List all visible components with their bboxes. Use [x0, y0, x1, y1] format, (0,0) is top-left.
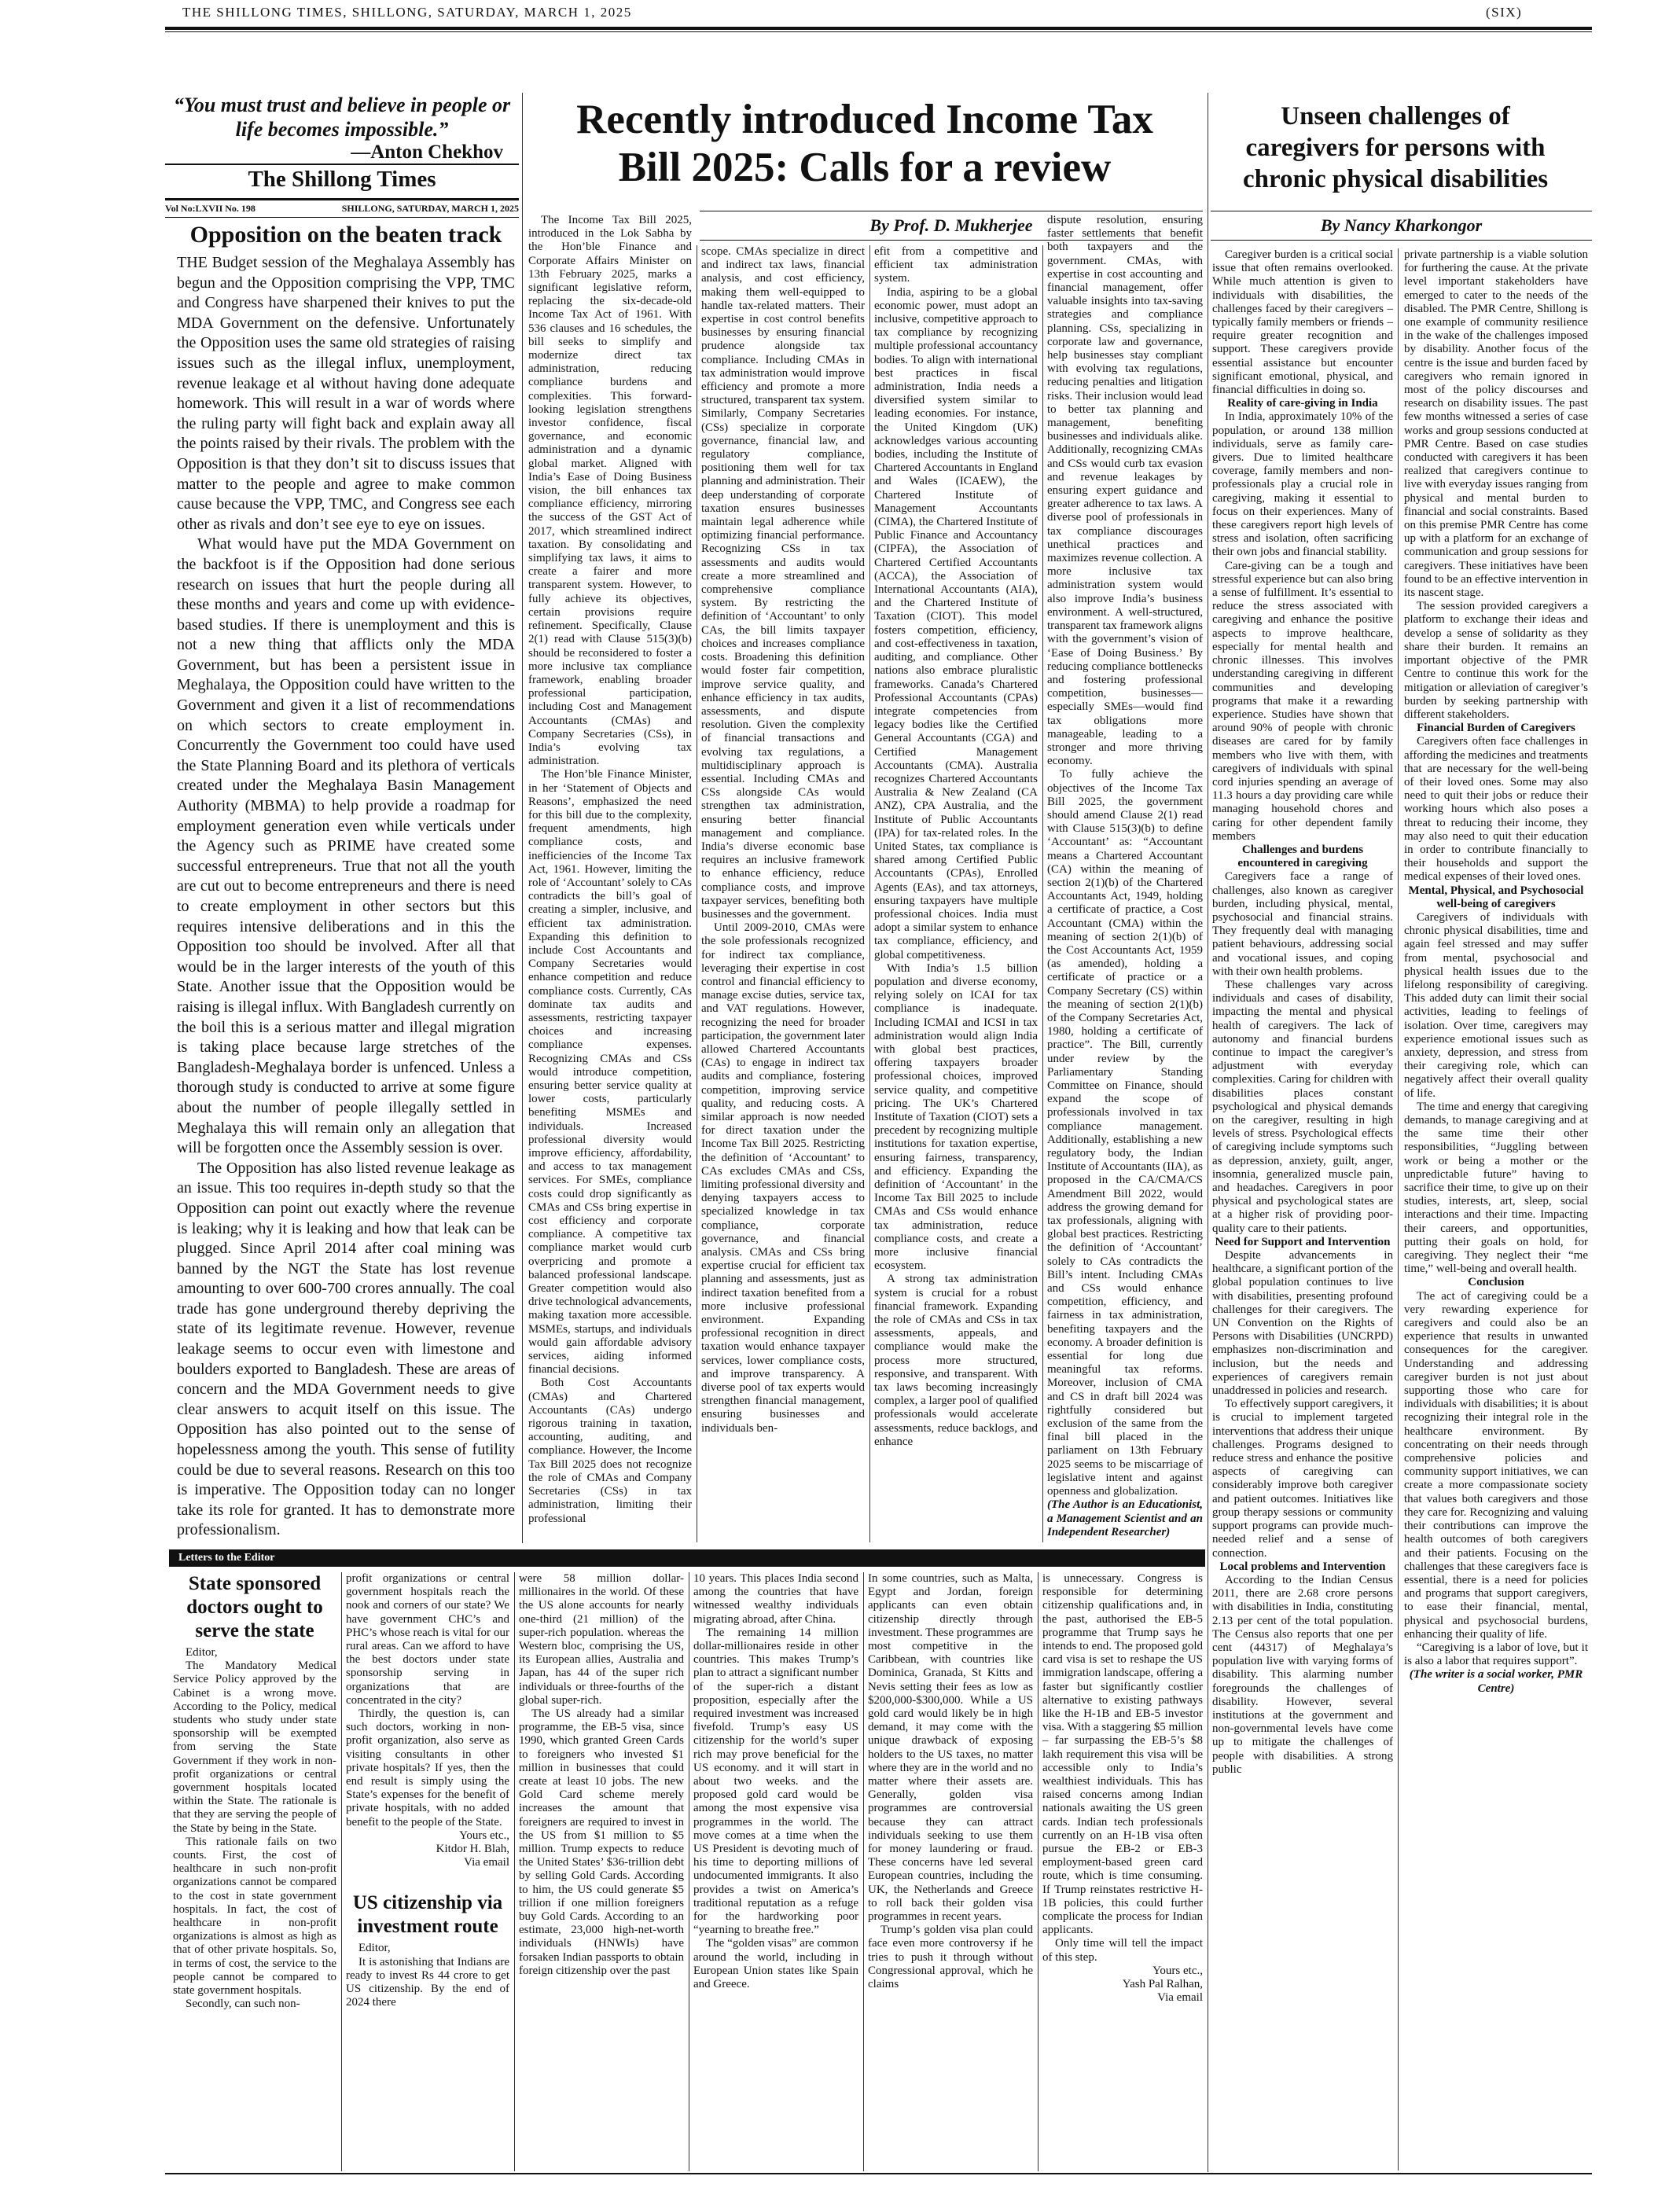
column-divider	[522, 93, 523, 1543]
letters-column-5	[868, 1572, 1033, 2171]
header-rule-thin	[165, 31, 1592, 32]
letter-paragraph: Trump’s golden visa plan could face even more controversy if he tries to push it through without Congressional approval, which he claims	[868, 1924, 1033, 1991]
letter-paragraph: The remaining 14 million dollar-millionaires reside in other countries. This makes Trump’s plan to attract a significant number of the super-rich a distant proposition, especially after the required investment was increased fivefold. Trump’s easy US citizenship for the world’s super rich may prove beneficial for the US economy. and it will start in about two weeks. and the proposed gold card would be among the most expensive visa programmes in the world. The move comes at a time when the US President is devoting much of his time to deporting millions of undocumented immigrants. It also provides a twist on America’s traditional reputation as a refuge for the hardworking poor “yearning to breathe free.”	[693, 1626, 858, 1937]
letter-paragraph: Only time will tell the impact of this step.	[1042, 1937, 1203, 1964]
quote-author: —Anton Chekhov	[351, 142, 503, 163]
masthead-volume-line	[165, 203, 519, 215]
letter1-source: Via email	[464, 1856, 509, 1869]
masthead-rule-bottom	[165, 217, 519, 218]
letter2-title: US citizenship via investment route	[352, 1892, 503, 1938]
article2-subhead: Need for Support and Intervention	[1215, 1235, 1391, 1248]
letter-paragraph: In some countries, such as Malta, Egypt and Jordan, foreign applicants can even obtain citizenship directly through investment. These programmes are most competitive in the Caribbean, with countries like Dominica, Granada, St Kitts and Nevis setting their fees as low as $200,000-$300,000. While a US gold card would likely be in high demand, it may come with the unique drawback of exposing holders to the US taxes, no matter where they are in the world and no matter where their assets are. Generally, golden visa programmes are controversial because they can attract individuals seeking to use them for money laundering or fraud. These concerns have led several European countries, including the UK, the Netherlands and Greece to roll back their golden visa programmes in recent years.	[868, 1572, 1033, 1924]
editorial-body	[177, 253, 515, 1541]
quote-box	[165, 93, 519, 164]
column-divider	[1398, 248, 1399, 2170]
letter2-source: Via email	[1157, 1991, 1203, 2005]
letters-column-2	[346, 1572, 509, 2171]
article2-column-1	[1212, 248, 1393, 2170]
letters-column-1	[173, 1572, 336, 2171]
article2-paragraph: Caregivers often face challenges in affording the medicines and treatments that are necessary for the well-being of their loved ones. Some may also need to quit their jobs or reduce their working hours which also poses a threat to reducing their income, they may also need to quit their education in order to contribute financially to their households and support the medical expenses of their loved ones.	[1404, 735, 1588, 884]
page-bottom-rule	[165, 2173, 1592, 2174]
article1-paragraph: dispute resolution, ensuring faster settlements that benefit both taxpayers and the government. CMAs, with expertise in cost accounting and financial management, offer valuable insights into tax-saving strategies and compliance planning. CSs, specializing in corporate law and governance, help businesses stay compliant with evolving tax regulations, reducing penalties and litigation risks. Their inclusion would lead to better tax planning and management, benefiting businesses and individuals alike. Additionally, recognizing CMAs and CSs would curb tax evasion and revenue leakages by ensuring expert guidance and greater adherence to tax laws. A diverse pool of professionals in tax compliance discourages unethical practices and maximizes revenue collection. A more inclusive tax administration system would also improve India’s business environment. A well-structured, transparent tax framework aligns with the government’s vision of ‘Ease of Doing Business.’ By reducing compliance bottlenecks and fostering professional competition, businesses—especially SMEs—would find tax obligations more manageable, leading to a stronger and more thriving economy.	[1047, 214, 1203, 768]
article1-paragraph: efit from a competitive and efficient tax administration system.	[874, 245, 1038, 285]
article2-headline-line: chronic physical disabilities	[1242, 165, 1549, 193]
article1-paragraph: The Income Tax Bill 2025, introduced in the Lok Sabha by the Hon’ble Finance and Corporate Affairs Minister on 13th February 2025, marks a significant legislative reform, replacing the six-decade-old Income Tax Act of 1961. With 536 clauses and 16 schedules, the bill seeks to simplify and modernize direct tax administration, reducing compliance burdens and complexities. This forward-looking legislation strengthens investor confidence, fiscal governance, and economic administration and a dynamic global market. Aligned with India’s Ease of Doing Business vision, the bill enhances tax compliance efficiency, mirroring the success of the GST Act of 2017, which streamlined indirect taxation. By consolidating and simplifying tax laws, it aims to create a fairer and more transparent system. However, to fully achieve its objectives, certain provisions require refinement. Specifically, Clause 2(1) read with Clause 515(3)(b) should be reconsidered to foster a more inclusive tax compliance framework, enabling broader professional participation, including Cost and Management Accountants (CMAs) and Company Secretaries (CSs), in India’s evolving tax administration.	[528, 214, 692, 768]
article2-paragraph: The time and energy that caregiving demands, to manage caregiving and at the same time their other responsibilities, “Juggling between work or being a mother or the unpredictable future” having to sacrifice their time, to give up on their studies, interests, art, sleep, social interactions and their time. Impacting their careers, and opportunities, putting their goals on hold, for caregiving. They neglect their “me time,” well-being and overall health.	[1404, 1100, 1588, 1276]
article2-paragraph: Despite advancements in healthcare, a significant portion of the global population continues to live with disabilities, presenting profound challenges for their caregivers. The UN Convention on the Rights of Persons with Disabilities (UNCRPD) emphasizes non-discrimination and inclusion, but the needs and experiences of caregivers remain unaddressed in policies and research.	[1212, 1249, 1393, 1398]
article1-paragraph: To fully achieve the objectives of the Income Tax Bill 2025, the government should amend Clause 2(1) read with Clause 515(3)(b) to define ‘Accountant’ as: “Accountant means a Chartered Accountant (CA) within the meaning of section 2(1)(b) of the Chartered Accountants Act, 1949, holding a certificate of practice, a Cost Accountant (CMA) within the meaning of section 2(1)(b) of the Cost Accountants Act, 1959 (as amended), holding a certificate of practice or a Company Secretary (CS) within the meaning of section 2(1)(b) of the Company Secretaries Act, 1980, holding a certificate of practice”. The Bill, currently under review by the Parliamentary Standing Committee on Finance, should expand the scope of professionals involved in tax compliance management. Additionally, establishing a new regulatory body, the Indian Institute of Accountants (IIA), as proposed in the CA/CMA/CS Amendment Bill 2022, would address the growing demand for tax professionals, aligning with global best practices. Restricting the definition of ‘Accountant’ solely to CAs contradicts the Bill’s intent. Including CMAs and CSs would enhance competition, efficiency, and fairness in tax administration, benefiting taxpayers and the economy. A broader definition is essential for long due meaningful tax reforms. Moreover, inclusion of CMA and CS in draft bill 2024 was rightfully considered but exclusion of the same from the final bill placed in the parliament on 13th February 2025 seems to be miscarriage of legislative intent and against openness and globalization.	[1047, 768, 1203, 1498]
editorial-paragraph: The Opposition has also listed revenue leakage as an issue. This too requires in-depth study so that the Opposition can point out exactly where the revenue is leaking; why it is leaking and how that leak can be plugged. Since April 2014 after coal mining was banned by the NGT the State has lost revenue amounting to over 600-700 crores annually. The coal trade has gone underground thereby depriving the state of its legitimate revenue. However, revenue leakage seems to occur even with limestone and boulders exported to Bangladesh. These are areas of concern and the MDA Government needs to give clear answers to acquit itself on this issue. The Opposition has also pointed out to the sense of hopelessness among the youth. This sense of futility could be due to several reasons. Research on this too is imperative. The Opposition today can no longer take its role for granted. It has to demonstrate more professionalism.	[177, 1159, 515, 1539]
article1-paragraph: Until 2009-2010, CMAs were the sole professionals recognized for indirect tax compliance, leveraging their expertise in cost control and financial efficiency to manage excise duties, service tax, and VAT regulations. However, recognizing the need for broader participation, the government later allowed Chartered Accountants (CAs) to engage in indirect tax audits and compliance, fostering competition, improving service quality, and reducing costs. A similar approach is now needed for direct taxation under the Income Tax Bill 2025. Restricting the definition of ‘Accountant’ to CAs excludes CMAs and CSs, limiting professional diversity and denying taxpayers access to specialized knowledge in tax compliance, corporate governance, and financial analysis. CMAs and CSs bring expertise crucial for efficient tax planning and assessments, just as indirect taxation benefited from a more inclusive professional environment. Expanding professional recognition in direct taxation would enhance taxpayer services, lower compliance costs, and improve transparency. A diverse pool of tax experts would strengthen financial management, ensuring businesses and individuals ben-	[701, 921, 865, 1435]
letter-paragraph: Thirdly, the question is, can such doctors, working in non-profit organization, also serve as visiting consultants in other private hospitals? If yes, then the end result is simply using the State’s expenses for the benefit of private hospitals, with no added benefit to the people of the State.	[346, 1707, 509, 1829]
article1-column-3	[874, 245, 1038, 1542]
masthead-name: The Shillong Times	[248, 167, 436, 192]
column-divider	[1042, 245, 1043, 1542]
article1-byline: By Prof. D. Mukherjee	[869, 215, 1033, 235]
article2-subhead: Mental, Physical, and Psychosocial well-being of caregivers	[1408, 884, 1584, 910]
article1-column-4	[1047, 214, 1203, 1542]
article2-headline	[1211, 101, 1580, 195]
letter-paragraph: 10 years. This places India second among the countries that have witnessed wealthy individuals migrating abroad, after China.	[693, 1572, 858, 1626]
letter-paragraph: profit organizations or central government hospitals reach the nook and corners of our state? We have government CHC’s and PHC’s whose reach is vital for our rural areas. Can we afford to have the best doctors under state sponsorship serving in organizations that are concentrated in the city?	[346, 1572, 509, 1707]
article1-headline	[527, 96, 1203, 192]
article2-paragraph: Caregivers face a range of challenges, also known as caregiver burden, including physical, mental, psychosocial and financial strains. They frequently deal with managing patient behaviours, addressing social and vocational issues, and coping with their own health problems.	[1212, 870, 1393, 978]
article2-paragraph: According to the Indian Census 2011, there are 2.68 crore persons with disabilities in India, constituting 2.13 per cent of the total population. The Census also reports that one per cent (44317) of Meghalaya’s population live with varying forms of disability. This alarming number foregrounds the challenges of disability. However, several institutions at the government and non-governmental levels have come up to mitigate the challenges of people with disabilities. A strong public	[1212, 1573, 1393, 1776]
letters-section-label: Letters to the Editor	[178, 1552, 275, 1564]
column-divider	[869, 245, 870, 1542]
letter1-title: State sponsored doctors ought to serve the state	[186, 1573, 323, 1641]
article2-paragraph: Care-giving can be a tough and stressful experience but can also bring a sense of fulfillment. It’s essential to reduce the stress associated with caregiving and enhance the positive aspects to improve healthcare, especially for mental health and chronic illnesses. This involves understanding caregiving in different communities and developing programs that make it a rewarding experience. Studies have shown that around 90% of people with chronic diseases are cared for by family members who live with them, with caregivers of individuals with spinal cord injuries spending an average of 11.3 hours a day providing care while managing household chores and caring for other dependent family members	[1212, 559, 1393, 843]
volume-number: Vol No:LXVII No. 198	[165, 203, 255, 214]
letter2-signoff: Yours etc.,	[1152, 1964, 1203, 1977]
article1-column-2	[701, 245, 865, 1542]
article1-paragraph: The Hon’ble Finance Minister, in her ‘Statement of Objects and Reasons’, emphasized the need for this bill due to the complexity, frequent amendments, high compliance costs, and inefficiencies of the Income Tax Act, 1961. However, limiting the role of ‘Accountant’ solely to CAs contradicts the bill’s goal of creating a simpler, inclusive, and efficient tax administration. Expanding this definition to include Cost Accountants and Company Secretaries would enhance competition and reduce compliance costs. Currently, CAs dominate tax audits and assessments, restricting taxpayer choices and increasing compliance expenses. Recognizing CMAs and CSs would introduce competition, ensuring better service quality at lower costs, particularly benefiting MSMEs and individuals. Increased professional diversity would improve efficiency, affordability, and access to tax management services. For SMEs, compliance costs could drop significantly as CMAs and CSs bring expertise in cost efficiency and corporate compliance. A competitive tax compliance market would curb overpricing and promote a balanced professional landscape. Greater competition would also drive technological advancements, making taxation more accessible. MSMEs, startups, and individuals would gain affordable advisory services, aiding informed financial decisions.	[528, 768, 692, 1377]
masthead-dateline: SHILLONG, SATURDAY, MARCH 1, 2025	[341, 203, 519, 214]
editorial-paragraph: THE Budget session of the Meghalaya Assembly has begun and the Opposition comprising the VPP, TMC and Congress have sharpened their knives to put the MDA Government on the defensive. Unfortunately the Opposition uses the same old strategies of raising issues such as the illegal influx, unemployment, revenue leakage et al without having done adequate homework. This will result in a war of words where the ruling party will fight back and explain away all the points raised by their rivals. The problem with the Opposition is that they don’t sit to discuss issues that matter to the people and agree to make common cause because the VPP, TMC, and Congress see each other as rivals and don’t see eye to eye on issues.	[177, 254, 515, 533]
article2-subhead: Challenges and burdens encountered in caregiving	[1237, 843, 1368, 870]
article2-paragraph: These challenges vary across individuals and cases of disability, impacting the mental and physical health of caregivers. The lack of autonomy and financial burdens continue to impact the caregiver’s adjustment with everyday complexities. Caring for children with disabilities places constant psychological and physical demands on the caregiver, resulting in high levels of stress. Psychological effects of caregiving include symptoms such as depression, anxiety, guilt, anger, insomnia, generalized muscle pain, and headaches. Caregivers in poor physical and psychological states are at a higher risk of providing poor-quality care to their patients.	[1212, 978, 1393, 1235]
letters-section-bar	[169, 1549, 1205, 1567]
letter1-signature: Kitdor H. Blah,	[436, 1843, 509, 1856]
article2-paragraph: To effectively support caregivers, it is crucial to implement targeted interventions that address their unique challenges. Programs designed to reduce stress and enhance the positive aspects of caregiving can considerably improve both caregiver and patient outcomes. Initiatives like group therapy sessions or community support programs can provide much-needed relief and a sense of connection.	[1212, 1398, 1393, 1560]
article2-subhead: Conclusion	[1468, 1276, 1524, 1289]
article1-column-1	[528, 214, 692, 1542]
article2-headline-line: Unseen challenges of	[1281, 102, 1510, 130]
letter-paragraph: The Mandatory Medical Service Policy approved by the Cabinet is a wrong move. According to the Policy, medical students who study under state sponsorship will be exempted from serving the State Government if they work in non-profit organizations or central government hospitals located within the State. The rationale is that they are serving the people of the State by being in the State.	[173, 1660, 336, 1835]
article2-paragraph: In India, approximately 10% of the population, or around 138 million individuals, serve as family care-givers. Due to limited healthcare coverage, family members and non-professionals play a crucial role in caregiving, making it essential to focus on their experiences. Many of these caregivers report high levels of stress and isolation, often sacrificing their own jobs and financial stability.	[1212, 410, 1393, 559]
article2-paragraph: Caregivers of individuals with chronic physical disabilities, time and again feel stressed and may suffer from mental, psychosocial and physical health issues due to the lifelong responsibility of caregiving. This added duty can limit their social activities, leading to feelings of isolation. Over time, caregivers may experience emotional issues such as anxiety, depression, and stress from their caregiving role, which can negatively affect their overall quality of life.	[1404, 910, 1588, 1100]
article1-paragraph: scope. CMAs specialize in direct and indirect tax laws, financial analysis, and cost efficiency, making them well-equipped to handle tax-related matters. Their expertise in cost control benefits businesses by ensuring financial prudence alongside tax compliance. Including CMAs in tax administration would improve efficiency and promote a more structured, transparent tax system. Similarly, Company Secretaries (CSs) specialize in corporate governance, financial law, and regulatory compliance, positioning them well for tax planning and administration. Their deep understanding of corporate taxation ensures businesses maintain legal adherence while optimizing financial performance. Recognizing CSs in tax assessments and audits would create a more streamlined and comprehensive compliance system. By restricting the definition of ‘Accountant’ to only CAs, the bill limits taxpayer choices and increases compliance costs. Broadening this definition would foster fair competition, improve service quality, and enhance efficiency in tax audits, assessments, and dispute resolution. Given the complexity of financial transactions and evolving tax regulations, a multidisciplinary approach is essential. Including CMAs and CSs alongside CAs would strengthen tax administration, ensuring better financial management and compliance. India’s diverse economic base requires an inclusive framework to enhance efficiency, reduce compliance costs, and improve taxpayer services, benefiting both businesses and the government.	[701, 245, 865, 921]
letter-paragraph: This rationale fails on two counts. First, the cost of healthcare in such non-profit organizations cannot be compared to the cost in state government hospitals. In fact, the cost of healthcare in non-profit organizations is almost as high as that of other private hospitals. So, in terms of cost, the service to the people cannot be compared to state government hospitals.	[173, 1835, 336, 1998]
letter-paragraph: The US already had a similar programme, the EB-5 visa, since 1990, which granted Green Cards to foreigners who invested $1 million in businesses that could create at least 10 jobs. The new Gold Card scheme merely increases the amount that foreigners are required to invest in the US from $1 million to $5 million. Trump expects to reduce the United States’ $36-trillion debt by selling Gold Cards. According to him, the US could generate $5 trillion if one million foreigners buy Gold Cards. According to an estimate, 23,000 high-net-worth individuals (HNWIs) have forsaken Indian passports to obtain foreign citizenship over the past	[519, 1707, 684, 1977]
article2-subhead: Local problems and Intervention	[1219, 1560, 1386, 1573]
article1-paragraph: A strong tax administration system is crucial for a robust financial framework. Expanding the role of CMAs and CSs in tax assessments, appeals, and compliance would make the process more structured, responsive, and transparent. With tax laws becoming increasingly complex, a larger pool of qualified professionals would accelerate assessments, reduce backlogs, and enhance	[874, 1273, 1038, 1448]
column-divider	[863, 1572, 864, 2171]
letter2-signature: Yash Pal Ralhan,	[1122, 1978, 1203, 1991]
letter-paragraph: Editor,	[186, 1646, 218, 1659]
editorial-paragraph: What would have put the MDA Government on the backfoot is if the Opposition had done serious research on issues that hurt the people during all these months and years and come up with evidence-based studies. If there is unemployment and this is not a new thing that afflicts only the MDA Government, but has been a persistent issue in Meghalaya, the Opposition could have written to the Government and given it a list of recommendations on which sectors to create employment in. Concurrently the Government too could have used the State Planning Board and its plethora of verticals created under the Meghalaya Basin Management Authority (MBMA) to help provide a roadmap for employment generation even while verticals under the Agency such as PRIME have created some successful entrepreneurs. True that not all the youth are cut out to become entrepreneurs and there is need to create employment in other sectors but this requires intensive deliberations and in this the Opposition too should be involved. After all that would be in the larger interests of the youth of this State. Another issue that the Opposition would be raising is illegal influx. With Bangladesh currently on the boil this is a serious matter and illegal migration is taking place because large stretches of the Bangladesh-Meghalaya border is unfenced. Unless a thorough study is conducted to arrive at some figure about the number of people illegally settled in Meghalaya this will remain only an allegation that will be forgotten once the Assembly session is over.	[177, 535, 515, 1157]
article2-paragraph: Caregiver burden is a critical social issue that often remains overlooked. While much attention is given to individuals with disabilities, the challenges faced by their caregivers – typically family members or friends – require greater recognition and support. These caregivers provide essential assistance but encounter significant emotional, physical, and financial difficulties in doing so.	[1212, 248, 1393, 397]
column-divider	[341, 1572, 342, 2171]
article1-paragraph: With India’s 1.5 billion population and diverse economy, relying solely on ICAI for tax compliance is inadequate. Including ICMAI and ICSI in tax administration would align India with global best practices, offering taxpayers broader professional choices, improved service quality, and competitive pricing. The UK’s Chartered Institute of Taxation (CIOT) sets a precedent by recognizing multiple institutions for taxation expertise, ensuring fairness, transparency, and efficiency. Expanding the definition of ‘Accountant’ in the Income Tax Bill 2025 to include CMAs and CSs would enhance tax administration, reduce compliance costs, and create a more inclusive financial ecosystem.	[874, 961, 1038, 1273]
article1-headline-line: Recently introduced Income Tax	[576, 97, 1153, 142]
article2-paragraph: The session provided caregivers a platform to exchange their ideas and develop a sense of solidarity as they share their burden. It remains an important objective of the PMR Centre to continue this work for the mitigation or alleviation of caregiver’s burden by seeking partnership with different stakeholders.	[1404, 600, 1588, 721]
article1-paragraph: India, aspiring to be a global economic power, must adopt an inclusive, competitive approach to tax compliance by recognizing multiple professional accountancy bodies. To align with international best practices in fiscal administration, India needs a diversified system similar to leading economies. For instance, the United Kingdom (UK) acknowledges various accounting bodies, including the Institute of Chartered Accountants in England and Wales (ICAEW), the Chartered Institute of Management Accountants (CIMA), the Chartered Institute of Public Finance and Accountancy (CIPFA), the Association of Chartered Certified Accountants (ACCA), the Association of International Accountants (AIA), and the Chartered Institute of Taxation (CIOT). This model fosters competition, efficiency, and cost-effectiveness in taxation, auditing, and compliance. Other nations also embrace pluralistic frameworks. Canada’s Chartered Professional Accountants (CPAs) integrate competencies from legacy bodies like the Certified General Accountants (CGA) and Certified Management Accountants (CMA). Australia recognizes Chartered Accountants Australia & New Zealand (CA ANZ), CPA Australia, and the Institute of Public Accountants (IPA) for tax-related roles. In the United States, tax compliance is shared among Certified Public Accountants (CPAs), Enrolled Agents (EAs), and tax attorneys, ensuring taxpayers have multiple professional choices. India must adopt a similar system to enhance tax compliance, efficiency, and global competitiveness.	[874, 285, 1038, 961]
column-divider	[514, 1572, 515, 2171]
quote-text: “You must trust and believe in people or life becomes impossible.”	[173, 94, 511, 141]
masthead-rule-top	[165, 164, 519, 165]
article2-paragraph: The act of caregiving could be a very rewarding experience for caregivers and could also be an experience that results in unwanted consequences for the caregiver. Understanding and addressing caregiver burden is not just about supporting those who care for individuals with disabilities; it is about recognizing their integral role in the healthcare environment. By concentrating on their needs through comprehensive policies and community support initiatives, we can create a more compassionate society that values both caregivers and those they care for. Recognizing and valuing their contributions can improve the health outcomes of both caregivers and their patients. Focusing on the challenges that these caregivers face is essential, there is a need for policies and programs that support caregivers, to ease their financial, mental, physical and psychosocial burdens, enhancing their quality of life.	[1404, 1289, 1588, 1641]
letter1-signoff: Yours etc.,	[459, 1829, 509, 1842]
letter-paragraph: Editor,	[358, 1942, 391, 1955]
letter-paragraph: It is astonishing that Indians are ready to invest Rs 44 crore to get US citizenship. By the end of 2024 there	[346, 1955, 509, 2009]
article1-author-note: (The Author is an Educationist, a Management Scientist and an Independent Researcher)	[1047, 1498, 1203, 1538]
letter-paragraph: Secondly, can such non-	[186, 1998, 300, 2011]
page-header-left: THE SHILLONG TIMES, SHILLONG, SATURDAY, MARCH 1, 2025	[182, 5, 632, 20]
article2-byline: By Nancy Kharkongor	[1320, 215, 1483, 235]
article2-column-2	[1404, 248, 1588, 2170]
column-divider	[1038, 1572, 1039, 2171]
article1-headline-line: Bill 2025: Calls for a review	[618, 145, 1112, 190]
letter-paragraph: were 58 million dollar- millionaires in the world. Of these the US alone accounts for nearly one-third (21 million) of the super-rich population. whereas the Western bloc, comprising the US, its European allies, Australia and Japan, has 44 of the super rich individuals or three-fourths of the global super-rich.	[519, 1572, 684, 1707]
masthead-rule	[165, 198, 519, 200]
letter-paragraph: is unnecessary. Congress is responsible for determining citizenship qualifications and, in the past, authorised the EB-5 programme that Trump says he intends to end. The proposed gold card visa is set to reshape the US immigration landscape, offering a faster but significantly costlier alternative to existing pathways like the H-1B and EB-5 investor visa. With a staggering $5 million – far surpassing the EB-5’s $8 lakh requirement this visa will be accessible only to India’s wealthiest individuals. This has raised concerns among Indian nationals awaiting the US green cards. Indian tech professionals currently on an H-1B visa often pursue the EB-2 or EB-3 employment-based green card route, which is time consuming. If Trump reinstates restrictive H-1B policies, this could further complicate the process for Indian applicants.	[1042, 1572, 1203, 1937]
page-number: (SIX)	[1486, 5, 1523, 20]
letters-column-4	[693, 1572, 858, 2171]
article2-paragraph: private partnership is a viable solution for furthering the cause. At the private level important stakeholders have emerged to cater to the needs of the disabled. The PMR Centre, Shillong is one example of community resilience in the wake of the challenges imposed by disability. Another focus of the centre is the issue and burden faced by caregivers who remain ignored in most of the policy discourses and research on disability issues. The past few months witnessed a series of case works and group sessions conducted at PMR Centre. Based on case studies conducted with caregivers it has been realized that caregivers continue to live with everyday issues ranging from physical and mental burden to financial and social constraints. Based on this premise PMR Centre has come up with a platform for an exchange of communication and group sessions for caregivers. These initiatives have been found to be an effective intervention in its nascent stage.	[1404, 248, 1588, 600]
article1-paragraph: Both Cost Accountants (CMAs) and Chartered Accountants (CAs) undergo rigorous training in taxation, accounting, auditing, and compliance. However, the Income Tax Bill 2025 does not recognize the role of CMAs and Company Secretaries (CSs) in tax administration, limiting their professional	[528, 1377, 692, 1525]
editorial-title: Opposition on the beaten track	[189, 222, 502, 248]
article2-headline-line: caregivers for persons with	[1245, 134, 1546, 162]
article2-author-note: (The writer is a social worker, PMR Centre)	[1409, 1668, 1583, 1695]
letter-paragraph: The “golden visas” are common around the world, including in European Union states like Spain and Greece.	[693, 1937, 858, 1991]
article2-paragraph: “Caregiving is a labor of love, but it is also a labor that requires support”.	[1404, 1641, 1588, 1668]
article2-subhead: Financial Burden of Caregivers	[1417, 722, 1575, 735]
header-rule	[165, 27, 1592, 30]
letters-column-6	[1042, 1572, 1203, 2171]
letters-column-3	[519, 1572, 684, 2171]
byline-rule	[1211, 240, 1592, 241]
article2-subhead: Reality of care-giving in India	[1227, 397, 1378, 410]
